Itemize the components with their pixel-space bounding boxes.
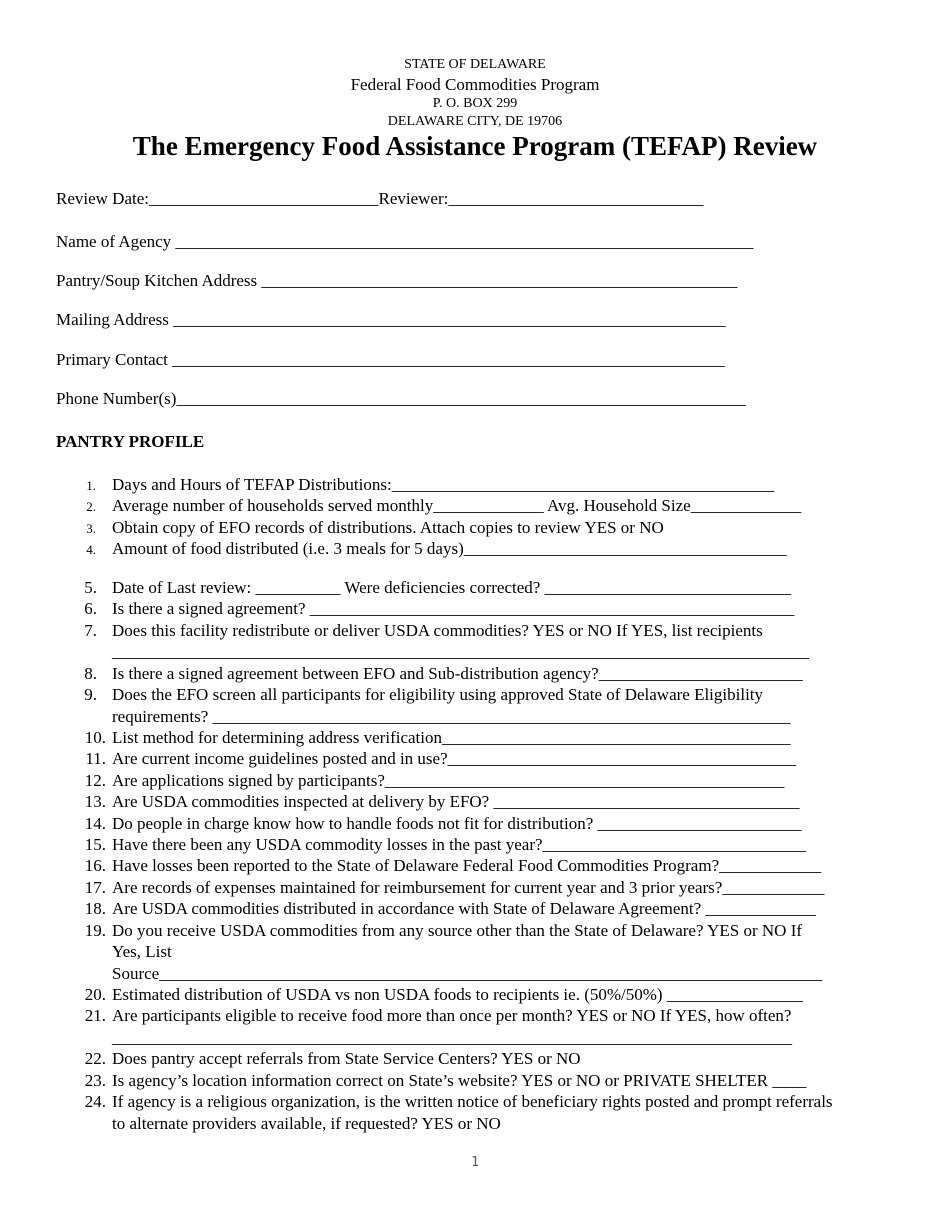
question-text: Does pantry accept referrals from State Service Centers? YES or NO [112, 1049, 581, 1068]
item-number: 12. [84, 771, 106, 790]
item-number: 4. [86, 542, 96, 557]
city-heading: DELAWARE CITY, DE 19706 [387, 114, 563, 129]
page-title: The Emergency Food Assistance Program (TEFAP) Review [132, 131, 818, 161]
item-number: 24. [84, 1092, 106, 1111]
item-number: 2. [86, 499, 96, 514]
question-text: Are current income guidelines posted and in use?_________________________________________ [112, 749, 797, 768]
agency-name-field: Name of Agency ____________________________________________________________________ [56, 232, 754, 251]
pobox-heading: P. O. BOX 299 [432, 96, 518, 111]
question-text: Is agency’s location information correct on State’s website? YES or NO or PRIVATE SHELTER ____ [112, 1071, 807, 1090]
item-number: 19. [84, 921, 106, 940]
item-number: 5. [84, 578, 97, 597]
item-number: 21. [84, 1006, 106, 1025]
question-text: Is there a signed agreement? _________________________________________________________ [112, 599, 795, 618]
question-text: Amount of food distributed (i.e. 3 meals for 5 days)______________________________________ [112, 539, 787, 558]
item-number: 18. [84, 899, 106, 918]
phone-number-field: Phone Number(s)___________________________________________________________________ [56, 389, 746, 408]
question-text: Are records of expenses maintained for reimbursement for current year and 3 prior years?____________ [112, 878, 825, 897]
question-text: Days and Hours of TEFAP Distributions:_____________________________________________ [112, 475, 775, 494]
question-text: Is there a signed agreement between EFO and Sub-distribution agency?________________________ [112, 664, 803, 683]
item-number: 9. [84, 685, 97, 704]
item-number: 13. [84, 792, 106, 811]
program-heading: Federal Food Commodities Program [350, 75, 600, 94]
question-text-continued: Source______________________________________________________________________________ [112, 964, 823, 983]
item-number: 16. [84, 856, 106, 875]
page-number: 1 [471, 1155, 479, 1170]
question-text: Have there been any USDA commodity losses in the past year?_______________________________ [112, 835, 807, 854]
question-text: Do people in charge know how to handle foods not fit for distribution? ________________________ [112, 814, 802, 833]
pantry-address-field: Pantry/Soup Kitchen Address ________________________________________________________ [56, 271, 738, 290]
item-number: 10. [84, 728, 106, 747]
item-number: 17. [84, 878, 106, 897]
section-title: PANTRY PROFILE [56, 432, 205, 451]
answer-line: ________________________________________________________________________________ [112, 1028, 792, 1047]
item-number: 11. [85, 749, 106, 768]
item-number: 23. [84, 1071, 106, 1090]
item-number: 20. [84, 985, 106, 1004]
state-heading: STATE OF DELAWARE [404, 57, 546, 72]
question-text: Estimated distribution of USDA vs non USDA foods to recipients ie. (50%/50%) ________________ [112, 985, 803, 1004]
item-number: 22. [84, 1049, 106, 1068]
item-number: 14. [84, 814, 106, 833]
question-text: Are applications signed by participants?_______________________________________________ [112, 771, 785, 790]
primary-contact-field: Primary Contact _________________________________________________________________ [56, 350, 725, 369]
review-date-reviewer-field: Review Date:___________________________Reviewer:______________________________ [56, 189, 704, 208]
item-number: 7. [84, 621, 97, 640]
question-text: Date of Last review: __________ Were deficiencies corrected? _____________________________ [112, 578, 792, 597]
question-text-continued: Yes, List [112, 942, 172, 961]
question-text-continued: requirements? ____________________________________________________________________ [112, 707, 791, 726]
question-text: Have losses been reported to the State of Delaware Federal Food Commodities Program?____________ [112, 856, 822, 875]
question-text: Average number of households served monthly_____________ Avg. Household Size_____________ [112, 496, 802, 515]
question-text: If agency is a religious organization, is the written notice of beneficiary rights posted and prompt referrals [112, 1092, 833, 1111]
item-number: 1. [86, 478, 96, 493]
answer-line: __________________________________________________________________________________ [112, 642, 809, 661]
mailing-address-field: Mailing Address _________________________________________________________________ [56, 310, 726, 329]
question-text: Are participants eligible to receive food more than once per month? YES or NO If YES, how often? [112, 1006, 792, 1025]
item-number: 15. [84, 835, 106, 854]
question-text: Are USDA commodities distributed in accordance with State of Delaware Agreement? _____________ [112, 899, 816, 918]
question-text: Are USDA commodities inspected at delivery by EFO? ____________________________________ [112, 792, 800, 811]
item-number: 3. [86, 521, 96, 536]
item-number: 8. [84, 664, 97, 683]
question-text: Does the EFO screen all participants for eligibility using approved State of Delaware Eligibility [112, 685, 764, 704]
question-text-continued: to alternate providers available, if requested? YES or NO [112, 1114, 501, 1133]
item-number: 6. [84, 599, 97, 618]
question-text: List method for determining address verification_________________________________________ [112, 728, 791, 747]
question-text: Do you receive USDA commodities from any source other than the State of Delaware? YES or NO If [112, 921, 803, 940]
question-text: Does this facility redistribute or deliver USDA commodities? YES or NO If YES, list recipients [112, 621, 763, 640]
question-text: Obtain copy of EFO records of distributions. Attach copies to review YES or NO [112, 518, 664, 537]
